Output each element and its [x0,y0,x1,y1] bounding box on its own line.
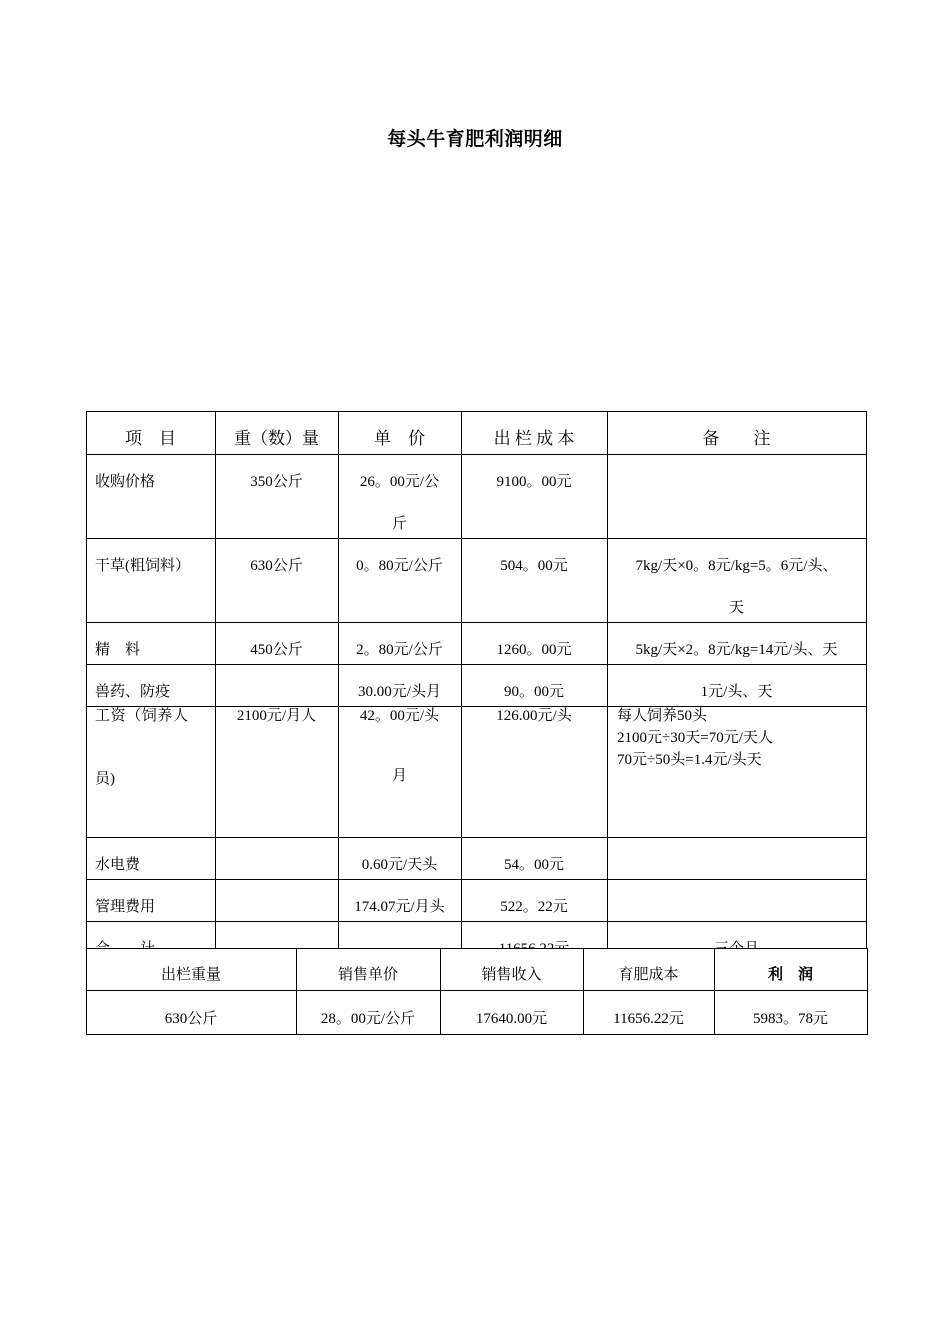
cell-note: 7kg/天×0。8元/kg=5。6元/头、 [635,558,838,574]
value-sale-price: 28。00元/公斤 [320,1011,416,1027]
cell-note-line2: 2100元÷30天=70元/天人 [617,730,773,746]
cell-unit-price: 26。00元/公 [359,474,440,490]
value-profit: 5983。78元 [752,1011,828,1027]
cell-unit-price: 2。80元/公斤 [356,642,443,658]
header-quantity: 重（数）量 [234,429,319,448]
cell-cost: 9100。00元 [496,474,572,490]
header-cost: 出 栏 成 本 [493,429,575,448]
cell-item: 干草(粗饲料） [95,558,190,574]
cell-note: 每人饲养50头 [617,708,708,724]
cell-unit-price: 30.00元/头月 [358,684,441,700]
table-rule [86,921,867,922]
cell-quantity: 2100元/月人 [236,708,317,724]
table-rule [86,948,868,949]
table-rule [86,990,868,991]
table-rule [86,538,867,539]
cell-quantity: 450公斤 [250,642,303,658]
value-weight: 630公斤 [164,1011,218,1027]
cell-note-cont: 天 [728,600,744,616]
cell-item: 管理费用 [95,899,156,915]
cell-cost: 54。00元 [503,857,564,873]
cell-item: 水电费 [95,857,141,873]
cell-note-line3: 70元÷50头=1.4元/头天 [617,752,762,768]
table-rule [86,454,867,455]
cell-cost: 522。22元 [500,899,568,915]
table-rule [86,622,867,623]
page-title: 每头牛育肥利润明细 [387,128,563,150]
cell-item: 兽药、防疫 [95,684,171,700]
cell-unit-price: 0。80元/公斤 [356,558,443,574]
cell-cost: 90。00元 [503,684,564,700]
cell-item: 工资（饲养人 [95,708,189,724]
header-unit-price: 单 价 [374,429,425,448]
cell-quantity: 630公斤 [250,558,303,574]
value-revenue: 17640.00元 [475,1011,548,1027]
cell-quantity: 350公斤 [250,474,303,490]
table-rule [86,879,867,880]
cell-unit-price: 0.60元/天头 [361,857,438,873]
table-rule [86,837,867,838]
cell-cost: 504。00元 [500,558,568,574]
header-fattening-cost: 育肥成本 [618,967,679,983]
table-rule [86,411,867,412]
cell-unit-price: 174.07元/月头 [354,899,445,915]
header-item: 项 目 [125,429,176,448]
table-rule [866,411,867,963]
table-rule [86,411,87,963]
header-profit: 利 润 [767,967,813,983]
cell-unit-price-cont: 斤 [391,516,407,532]
table-rule [215,411,216,963]
cell-unit-price: 42。00元/头 [359,708,440,724]
table-rule [86,1034,868,1035]
cell-note: 1元/头、天 [700,684,773,700]
header-sale-price: 销售单价 [337,967,398,983]
header-weight: 出栏重量 [160,967,221,983]
header-revenue: 销售收入 [481,967,542,983]
cell-cost: 126.00元/头 [496,708,572,724]
table-rule [86,664,867,665]
cell-cost: 1260。00元 [496,642,572,658]
cell-item: 精 料 [95,642,141,658]
table-rule [867,948,868,1035]
cell-item-cont: 员) [95,771,115,787]
value-fattening-cost: 11656.22元 [613,1011,684,1027]
cell-note: 5kg/天×2。8元/kg=14元/头、天 [635,642,838,658]
cell-item: 收购价格 [95,474,156,490]
cell-unit-price-cont: 月 [391,768,407,784]
header-note: 备 注 [702,429,771,448]
